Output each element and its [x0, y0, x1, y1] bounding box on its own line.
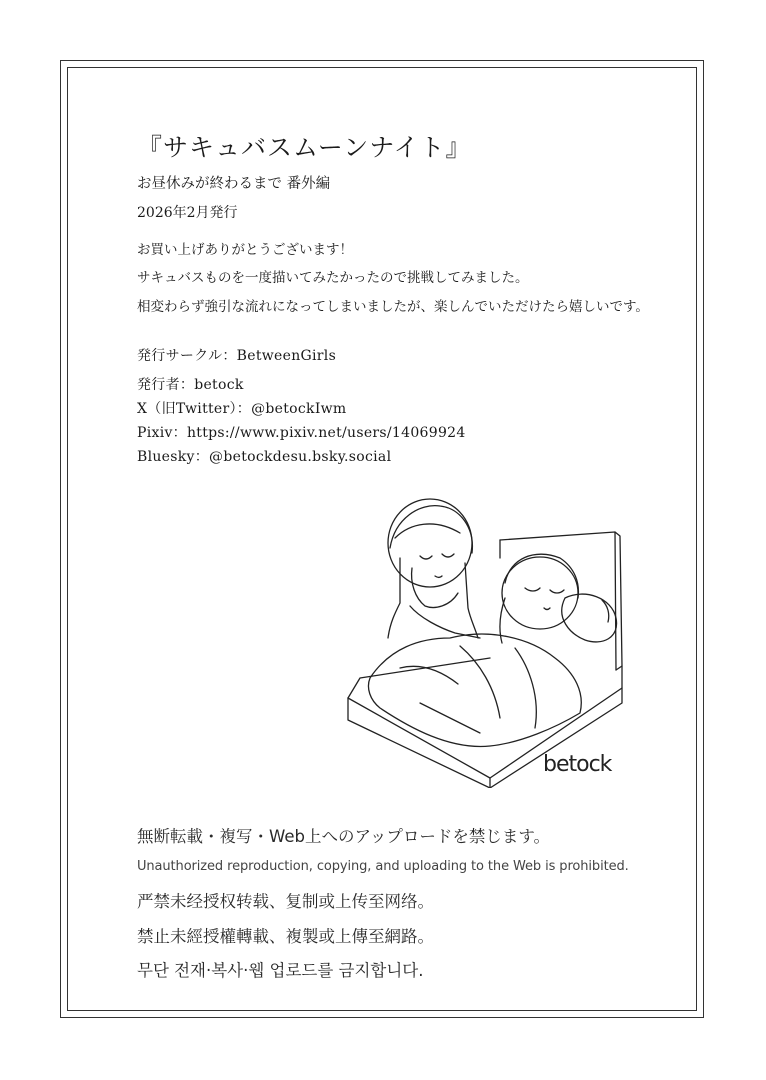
artist-signature: betock — [543, 752, 612, 777]
circle-info: 発行サークル：BetweenGirls — [137, 348, 337, 364]
notice-english: Unauthorized reproduction, copying, and uploading to the Web is prohibited. — [137, 859, 629, 874]
bed-illustration — [340, 488, 640, 788]
notice-chinese-traditional: 禁止未經授權轉載、複製或上傳至網路。 — [137, 927, 434, 946]
bluesky-info: Bluesky：@betockdesu.bsky.social — [137, 449, 392, 465]
publisher-info: 発行者：betock — [137, 377, 244, 393]
book-title: 『サキュバスムーンナイト』 — [137, 133, 472, 162]
book-subtitle: お昼休みが終わるまで 番外編 — [137, 176, 331, 192]
notice-korean: 무단 전재·복사·웹 업로드를 금지합니다. — [137, 961, 424, 980]
issue-date: 2026年2月発行 — [137, 205, 238, 221]
message-line-2: サキュバスものを一度描いてみたかったので挑戦してみました。 — [137, 270, 529, 286]
message-line-1: お買い上げありがとうございます！ — [137, 242, 353, 258]
notice-chinese-simplified: 严禁未经授权转载、复制或上传至网络。 — [137, 892, 434, 911]
pixiv-info: Pixiv：https://www.pixiv.net/users/14069924 — [137, 425, 466, 441]
message-line-3: 相変わらず強引な流れになってしまいましたが、楽しんでいただけたら嬉しいです。 — [137, 299, 649, 315]
notice-japanese: 無断転載・複写・Web上へのアップロードを禁じます。 — [137, 827, 550, 846]
x-account-info: X（旧Twitter）：@betockIwm — [137, 401, 347, 417]
